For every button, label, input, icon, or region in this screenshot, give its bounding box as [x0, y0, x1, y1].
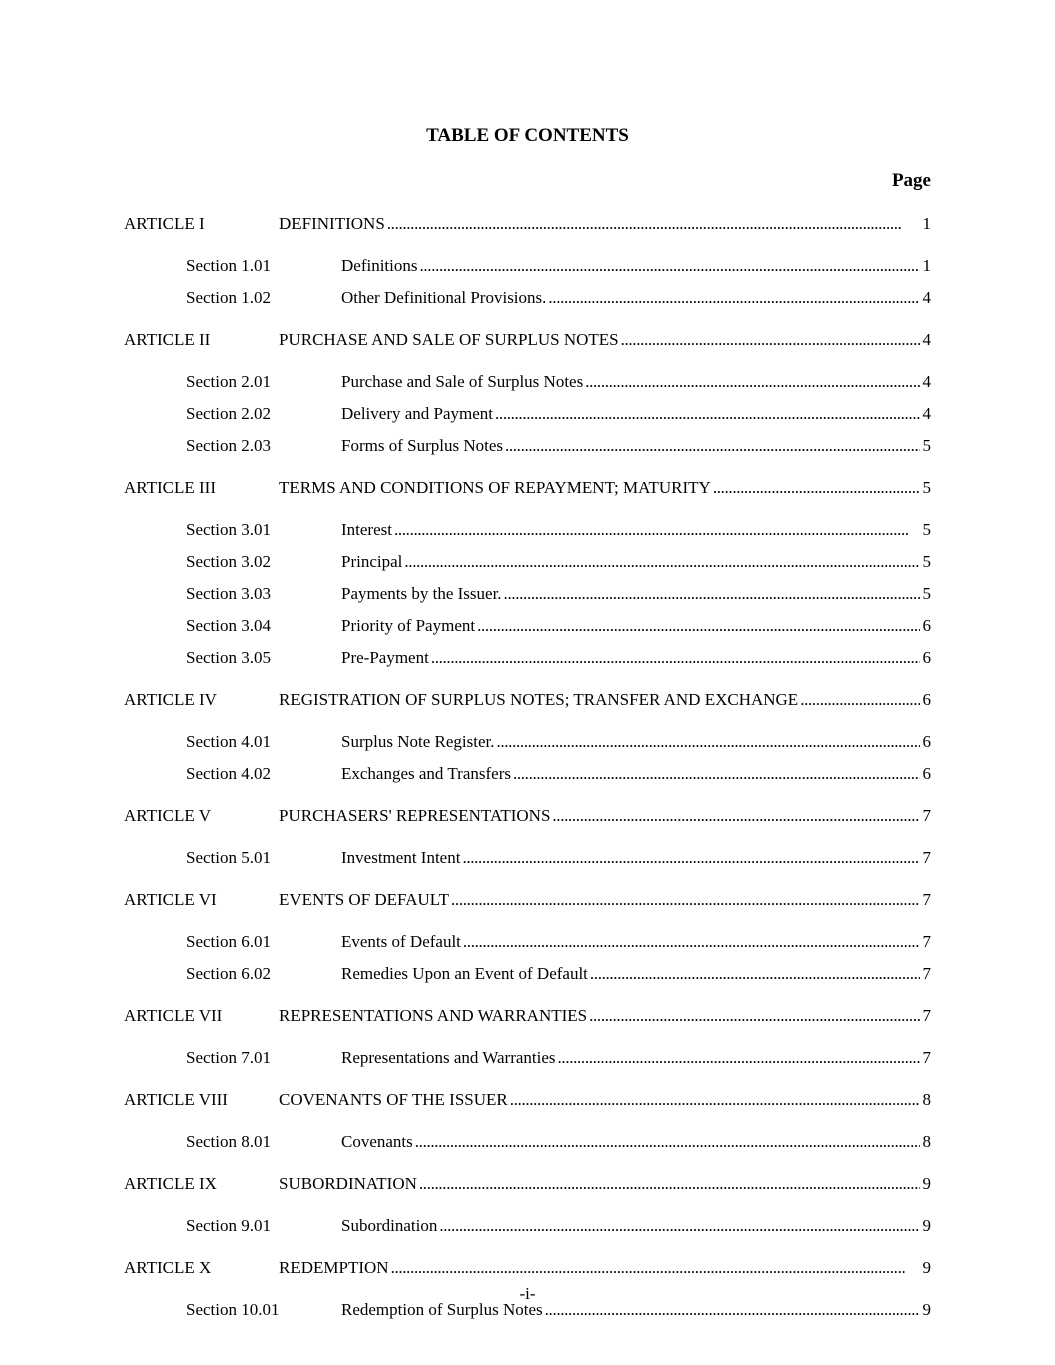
- toc-article-group: [124, 688, 931, 794]
- section-title: Purchase and Sale of Surplus Notes: [341, 372, 584, 391]
- section-title: Priority of Payment: [341, 616, 476, 635]
- page-column-header: Page: [891, 170, 931, 191]
- section-title: Exchanges and Transfers: [341, 764, 511, 783]
- dot-leader: [341, 1214, 931, 1238]
- dot-leader: [279, 1172, 931, 1196]
- article-title: DEFINITIONS: [279, 214, 385, 233]
- dot-leader: [341, 762, 931, 786]
- section-title: Pre-Payment: [341, 648, 429, 667]
- dot-leader: [341, 1130, 931, 1154]
- section-number: Section 10.01: [186, 1298, 280, 1322]
- section-title: Surplus Note Register.: [341, 732, 495, 751]
- section-page-number: 8: [920, 1130, 932, 1154]
- article-number: ARTICLE I: [124, 212, 205, 236]
- section-number: Section 3.01: [186, 518, 271, 542]
- section-page-number: 9: [920, 1298, 932, 1322]
- section-number: Section 7.01: [186, 1046, 271, 1070]
- article-number: ARTICLE III: [124, 476, 216, 500]
- article-title: PURCHASERS' REPRESENTATIONS: [279, 806, 551, 825]
- section-number: Section 6.02: [186, 962, 271, 986]
- toc-section-entry[interactable]: [124, 762, 931, 794]
- toc-section-entry[interactable]: [124, 1130, 931, 1162]
- dot-leader: [341, 846, 931, 870]
- section-page-number: 1: [920, 254, 932, 278]
- section-number: Section 1.02: [186, 286, 271, 310]
- page-title: TABLE OF CONTENTS: [426, 125, 629, 146]
- article-title: COVENANTS OF THE ISSUER: [279, 1090, 508, 1109]
- article-number: ARTICLE IV: [124, 688, 217, 712]
- dot-leader: [341, 614, 931, 638]
- section-number: Section 3.04: [186, 614, 271, 638]
- section-page-number: 7: [920, 930, 932, 954]
- article-title: REPRESENTATIONS AND WARRANTIES: [279, 1006, 588, 1025]
- article-page-number: 6: [920, 688, 932, 712]
- article-page-number: 8: [920, 1088, 932, 1112]
- dot-leader: [279, 888, 931, 912]
- article-title: SUBORDINATION: [279, 1174, 417, 1193]
- toc-article-group: [124, 328, 931, 466]
- article-page-number: 7: [920, 888, 932, 912]
- article-title: REGISTRATION OF SURPLUS NOTES; TRANSFER AND EXCHANGE: [279, 690, 799, 709]
- section-page-number: 4: [920, 370, 932, 394]
- section-number: Section 5.01: [186, 846, 271, 870]
- dot-leader: [341, 582, 931, 606]
- article-title: PURCHASE AND SALE OF SURPLUS NOTES: [279, 330, 619, 349]
- article-page-number: 1: [920, 212, 932, 236]
- section-title: Investment Intent: [341, 848, 461, 867]
- section-number: Section 2.02: [186, 402, 271, 426]
- article-page-number: 4: [920, 328, 932, 352]
- toc-section-entry[interactable]: [124, 434, 931, 466]
- section-number: Section 4.02: [186, 762, 271, 786]
- article-number: ARTICLE X: [124, 1256, 211, 1280]
- toc-article-entry[interactable]: [124, 688, 931, 720]
- article-page-number: 9: [920, 1256, 932, 1280]
- section-number: Section 2.03: [186, 434, 271, 458]
- section-page-number: 4: [920, 286, 932, 310]
- section-title: Interest: [341, 520, 392, 539]
- toc-section-entry[interactable]: [124, 550, 931, 582]
- article-title: TERMS AND CONDITIONS OF REPAYMENT; MATURITY: [279, 478, 711, 497]
- toc-article-entry[interactable]: [124, 888, 931, 920]
- toc-section-entry[interactable]: [124, 846, 931, 878]
- toc-section-entry[interactable]: [124, 402, 931, 434]
- section-page-number: 5: [920, 550, 932, 574]
- section-title: Covenants: [341, 1132, 413, 1151]
- dot-leader: [341, 518, 931, 542]
- dot-leader: [279, 1004, 931, 1028]
- dot-leader: [341, 550, 931, 574]
- section-page-number: 5: [920, 582, 932, 606]
- article-number: ARTICLE II: [124, 328, 210, 352]
- toc-article-entry[interactable]: [124, 212, 931, 244]
- dot-leader: [341, 962, 931, 986]
- article-page-number: 5: [920, 476, 932, 500]
- dot-leader: [279, 1088, 931, 1112]
- dot-leader: [279, 212, 931, 236]
- toc-article-entry[interactable]: [124, 1172, 931, 1204]
- article-page-number: 7: [920, 804, 932, 828]
- section-number: Section 8.01: [186, 1130, 271, 1154]
- section-number: Section 4.01: [186, 730, 271, 754]
- section-title: Redemption of Surplus Notes: [341, 1300, 543, 1319]
- article-title: REDEMPTION: [279, 1258, 389, 1277]
- toc-section-entry[interactable]: [124, 730, 931, 762]
- toc-article-group: [124, 1088, 931, 1162]
- dot-leader: [279, 476, 931, 500]
- dot-leader: [279, 1256, 931, 1280]
- section-page-number: 5: [920, 434, 932, 458]
- dot-leader: [341, 1046, 931, 1070]
- section-title: Subordination: [341, 1216, 438, 1235]
- dot-leader: [341, 370, 931, 394]
- article-number: ARTICLE VII: [124, 1004, 222, 1028]
- toc-article-group: [124, 1172, 931, 1246]
- article-number: ARTICLE IX: [124, 1172, 217, 1196]
- dot-leader: [341, 930, 931, 954]
- page-number-footer: -i-: [519, 1284, 536, 1303]
- toc-section-entry[interactable]: [124, 646, 931, 678]
- dot-leader: [279, 804, 931, 828]
- toc-section-entry[interactable]: [124, 582, 931, 614]
- section-page-number: 6: [920, 730, 932, 754]
- section-page-number: 4: [920, 402, 932, 426]
- section-number: Section 2.01: [186, 370, 271, 394]
- section-number: Section 3.03: [186, 582, 271, 606]
- article-number: ARTICLE VIII: [124, 1088, 228, 1112]
- toc-section-entry[interactable]: [124, 930, 931, 962]
- section-page-number: 6: [920, 614, 932, 638]
- toc-section-entry[interactable]: [124, 1214, 931, 1246]
- section-number: Section 3.05: [186, 646, 271, 670]
- toc-article-group: [124, 1004, 931, 1078]
- section-number: Section 6.01: [186, 930, 271, 954]
- section-number: Section 9.01: [186, 1214, 271, 1238]
- section-title: Remedies Upon an Event of Default: [341, 964, 588, 983]
- section-page-number: 7: [920, 1046, 932, 1070]
- section-title: Representations and Warranties: [341, 1048, 556, 1067]
- toc-article-entry[interactable]: [124, 804, 931, 836]
- toc-section-entry[interactable]: [124, 518, 931, 550]
- section-title: Definitions: [341, 256, 418, 275]
- dot-leader: [341, 402, 931, 426]
- article-number: ARTICLE V: [124, 804, 211, 828]
- section-page-number: 6: [920, 762, 932, 786]
- dot-leader: [341, 286, 931, 310]
- section-title: Principal: [341, 552, 403, 571]
- section-page-number: 6: [920, 646, 932, 670]
- section-page-number: 9: [920, 1214, 932, 1238]
- toc-article-entry[interactable]: [124, 1004, 931, 1036]
- article-number: ARTICLE VI: [124, 888, 217, 912]
- article-title: EVENTS OF DEFAULT: [279, 890, 450, 909]
- section-number: Section 1.01: [186, 254, 271, 278]
- article-page-number: 7: [920, 1004, 932, 1028]
- table-of-contents: [124, 212, 931, 1340]
- toc-article-entry[interactable]: [124, 1088, 931, 1120]
- section-page-number: 7: [920, 846, 932, 870]
- section-title: Forms of Surplus Notes: [341, 436, 503, 455]
- section-page-number: 5: [920, 518, 932, 542]
- toc-article-entry[interactable]: [124, 328, 931, 360]
- toc-article-entry[interactable]: [124, 476, 931, 508]
- dot-leader: [279, 328, 931, 352]
- dot-leader: [341, 434, 931, 458]
- dot-leader: [279, 688, 931, 712]
- toc-section-entry[interactable]: [124, 614, 931, 646]
- toc-section-entry[interactable]: [124, 370, 931, 402]
- dot-leader: [341, 646, 931, 670]
- toc-article-group: [124, 476, 931, 678]
- toc-article-group: [124, 212, 931, 318]
- section-title: Events of Default: [341, 932, 461, 951]
- section-title: Payments by the Issuer.: [341, 584, 502, 603]
- toc-section-entry[interactable]: [124, 254, 931, 286]
- toc-section-entry[interactable]: [124, 962, 931, 994]
- section-title: Delivery and Payment: [341, 404, 494, 423]
- dot-leader: [341, 254, 931, 278]
- section-page-number: 7: [920, 962, 932, 986]
- section-title: Other Definitional Provisions.: [341, 288, 547, 307]
- toc-article-group: [124, 888, 931, 994]
- section-number: Section 3.02: [186, 550, 271, 574]
- toc-section-entry[interactable]: [124, 286, 931, 318]
- dot-leader: [341, 730, 931, 754]
- toc-section-entry[interactable]: [124, 1046, 931, 1078]
- article-page-number: 9: [920, 1172, 932, 1196]
- toc-article-group: [124, 804, 931, 878]
